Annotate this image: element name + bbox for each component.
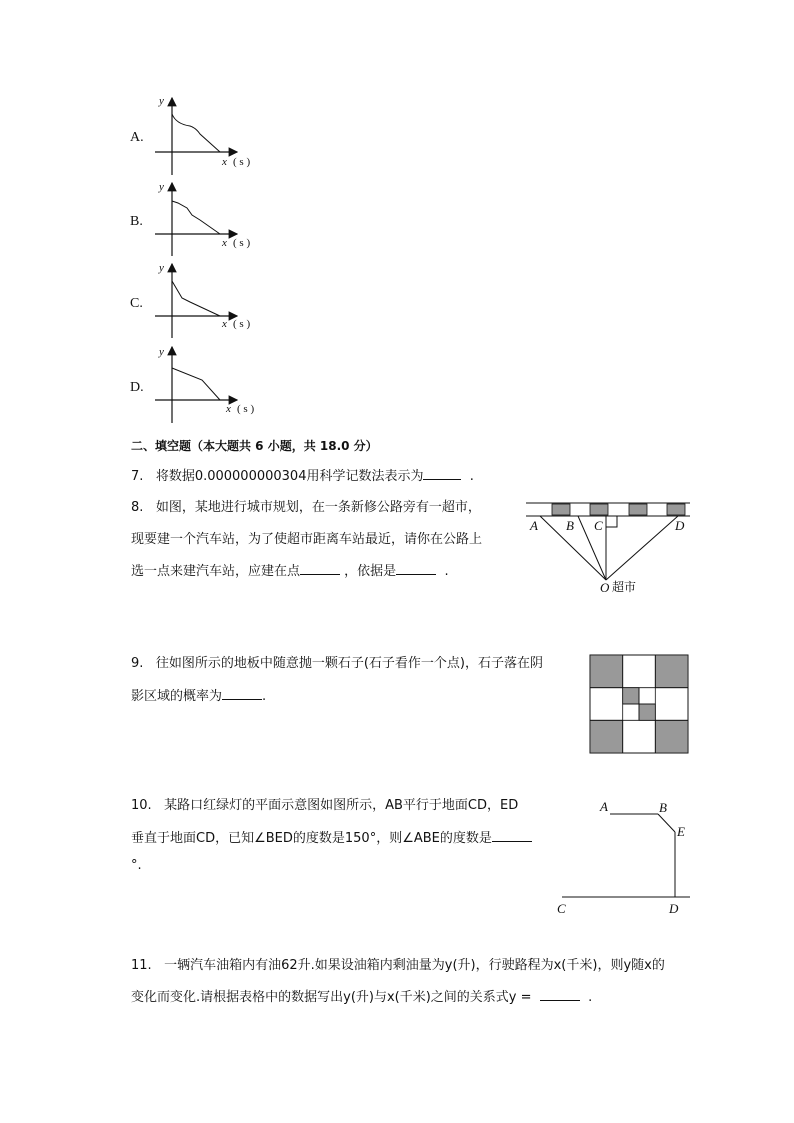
question-line-3: °.: [131, 858, 142, 873]
option-label: D.: [130, 380, 144, 395]
question-line-2: 变化而变化.请根据表格中的数据写出y(升)与x(千米)之间的关系式y =: [131, 990, 532, 1005]
point-a-label: A: [600, 799, 608, 814]
section-heading: 二、填空题（本大题共 6 小题，共 18.0 分）: [131, 439, 378, 453]
point-b-label: B: [659, 800, 667, 815]
question-line-2: 垂直于地面CD，已知∠BED的度数是150°，则∠ABE的度数是: [131, 831, 492, 846]
point-d-label: D: [675, 518, 685, 533]
question-number: 7.: [131, 469, 144, 484]
point-e-label: E: [677, 824, 685, 839]
question-line-2: 影区域的概率为: [131, 689, 223, 704]
y-axis-label: y: [159, 181, 164, 193]
question-tail: .: [469, 469, 474, 484]
question-number: 11.: [131, 958, 152, 973]
y-axis-label: y: [159, 95, 164, 107]
y-axis-label: y: [159, 346, 164, 358]
answer-blank: [540, 988, 580, 1001]
question-line-1: 某路口红绿灯的平面示意图如图所示，AB平行于地面CD，ED: [164, 798, 519, 813]
question-number: 10.: [131, 798, 152, 813]
point-c-label: C: [557, 901, 566, 916]
y-axis-label: y: [159, 262, 164, 274]
x-axis-label: x: [222, 237, 227, 249]
question-tail: .: [444, 564, 449, 579]
point-o-label: O: [600, 580, 610, 595]
point-b-label: B: [566, 518, 574, 533]
x-axis-unit: ( s ): [237, 403, 255, 415]
supermarket-label: 超市: [612, 580, 637, 594]
question-number: 8.: [131, 500, 144, 515]
x-axis-unit: ( s ): [233, 318, 251, 330]
question-line-1: 一辆汽车油箱内有油62升.如果设油箱内剩油量为y(升)，行驶路程为x(千米)，则y随x的: [164, 958, 665, 973]
option-label: C.: [130, 296, 143, 311]
x-axis-label: x: [222, 156, 227, 168]
option-label: A.: [130, 130, 144, 145]
x-axis-unit: ( s ): [233, 237, 251, 249]
x-axis-label: x: [226, 403, 231, 415]
point-c-label: C: [594, 518, 603, 533]
option-label: B.: [130, 214, 143, 229]
question-line-3b: ，依据是: [344, 564, 397, 579]
x-axis-label: x: [222, 318, 227, 330]
question-line-2: 现要建一个汽车站，为了使超市距离车站最近，请你在公路上: [131, 532, 483, 547]
question-tail: .: [588, 990, 593, 1005]
question-tail: .: [262, 689, 267, 704]
x-axis-unit: ( s ): [233, 156, 251, 168]
question-text: 将数据0.000000000304用科学记数法表示为: [155, 469, 424, 484]
question-line-1: 往如图所示的地板中随意抛一颗石子(石子看作一个点)，石子落在阴: [155, 656, 543, 671]
question-line-1: 如图，某地进行城市规划，在一条新修公路旁有一超市，: [155, 500, 481, 515]
question-number: 9.: [131, 656, 144, 671]
point-d-label: D: [669, 901, 679, 916]
question-line-3a: 选一点来建汽车站，应建在点: [131, 564, 301, 579]
point-a-label: A: [530, 518, 538, 533]
